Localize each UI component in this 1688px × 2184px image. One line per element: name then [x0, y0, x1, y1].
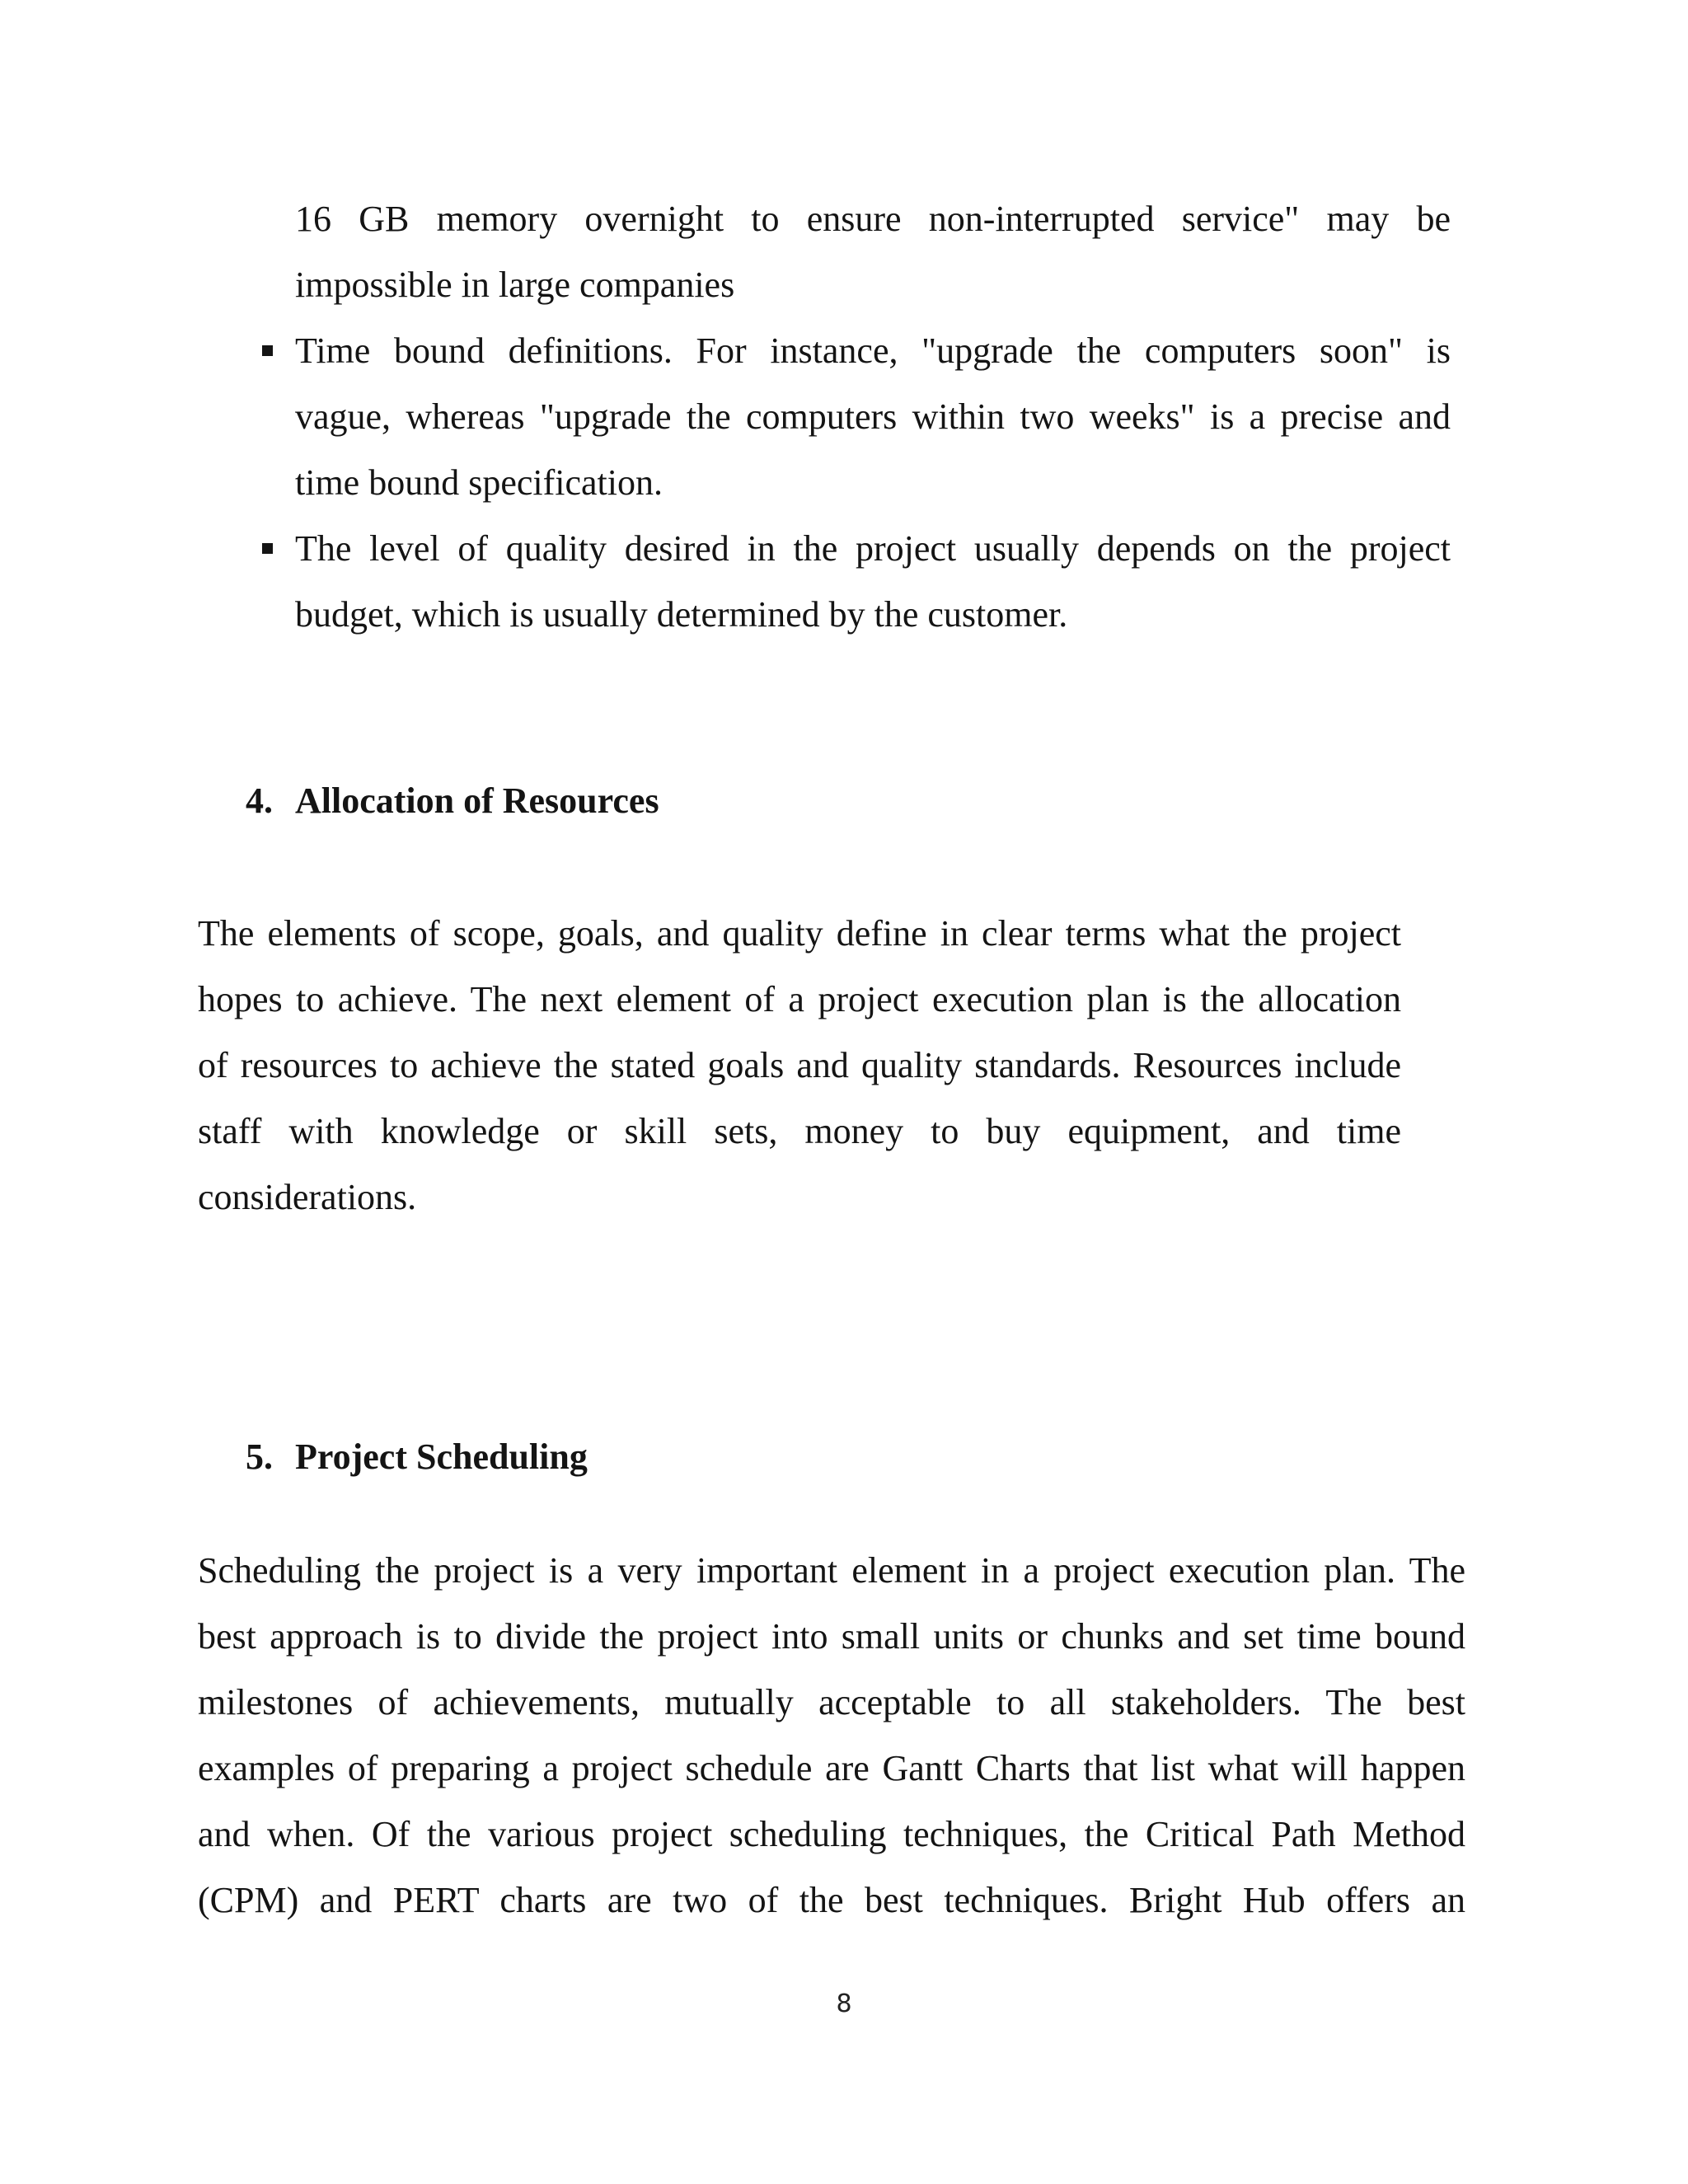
- bullet-square-icon: [262, 345, 273, 356]
- section-heading-project-scheduling: [246, 1432, 1235, 1482]
- text-line: The level of quality desired in the project usually depends on the project: [295, 528, 1451, 569]
- text-line: examples of preparing a project schedule are Gantt Charts that list what will happen: [198, 1748, 1465, 1788]
- text-line: Time bound definitions. For instance, "upgrade the computers soon" is: [295, 330, 1451, 371]
- paragraph-project-scheduling: [198, 1538, 1465, 1933]
- section-title: Project Scheduling: [295, 1436, 588, 1477]
- list-item-continuation: [295, 186, 1451, 318]
- section-number: 4.: [246, 780, 273, 821]
- section-heading-allocation-of-resources: [246, 776, 1235, 826]
- text-line: budget, which is usually determined by the customer.: [295, 594, 1068, 635]
- text-line: milestones of achievements, mutually acceptable to all stakeholders. The best: [198, 1682, 1465, 1722]
- text-line: and when. Of the various project scheduling techniques, the Critical Path Method: [198, 1814, 1465, 1854]
- section-number: 5.: [246, 1436, 273, 1477]
- page-number: 8: [836, 1990, 852, 2018]
- text-line: hopes to achieve. The next element of a project execution plan is the allocation: [198, 979, 1401, 1019]
- text-line: best approach is to divide the project into small units or chunks and set time bound: [198, 1616, 1465, 1657]
- text-line: time bound specification.: [295, 462, 663, 503]
- section-title: Allocation of Resources: [295, 780, 659, 821]
- text-line: staff with knowledge or skill sets, money to buy equipment, and time: [198, 1111, 1401, 1151]
- text-line: (CPM) and PERT charts are two of the best techniques. Bright Hub offers an: [198, 1880, 1465, 1920]
- bullet-square-icon: [262, 543, 273, 554]
- text-line: Scheduling the project is a very important element in a project execution plan. The: [198, 1550, 1465, 1591]
- text-line: of resources to achieve the stated goals and quality standards. Resources include: [198, 1045, 1401, 1085]
- text-line: The elements of scope, goals, and quality define in clear terms what the project: [198, 913, 1401, 954]
- text-line: impossible in large companies: [295, 265, 735, 305]
- text-line: considerations.: [198, 1177, 417, 1217]
- bullet-item-time-bound: [295, 318, 1451, 516]
- bullet-item-quality: [295, 516, 1451, 648]
- paragraph-allocation-of-resources: [198, 901, 1401, 1230]
- text-line: vague, whereas "upgrade the computers within two weeks" is a precise and: [295, 396, 1451, 437]
- text-line: 16 GB memory overnight to ensure non-interrupted service" may be: [295, 199, 1451, 239]
